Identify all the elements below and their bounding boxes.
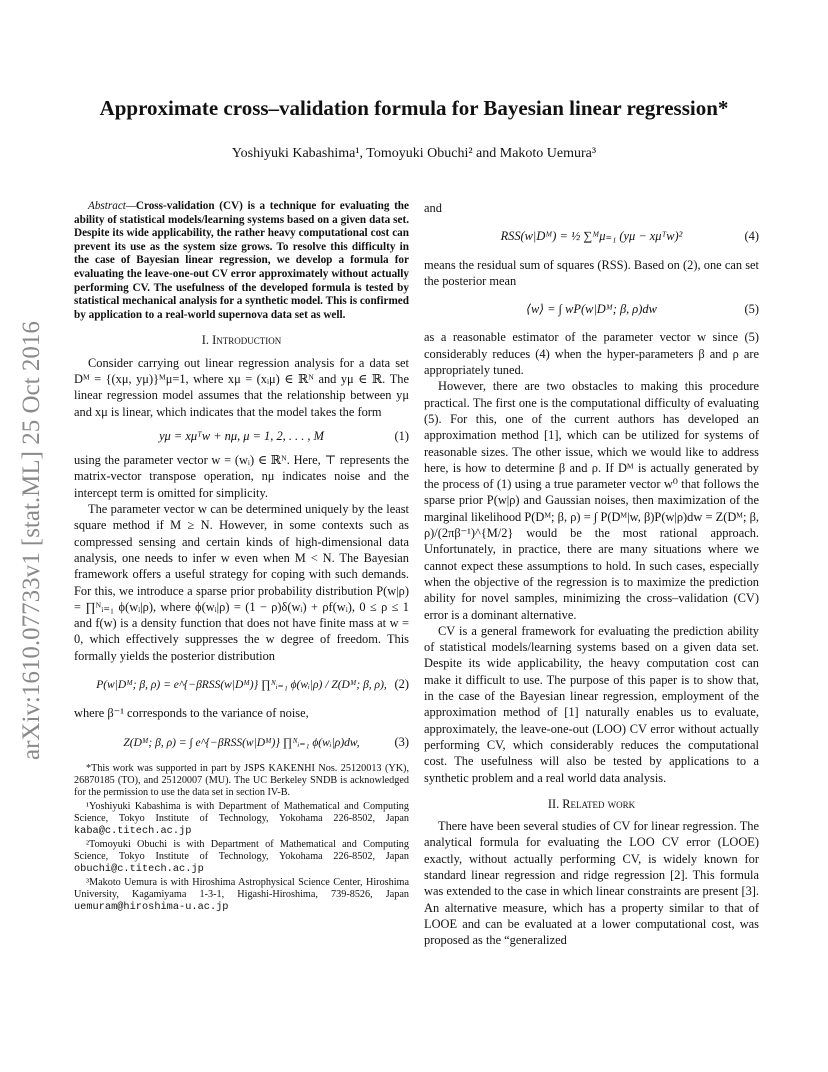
paper-authors: Yoshiyuki Kabashima¹, Tomoyuki Obuchi² and Makoto Uemura³ bbox=[231, 146, 597, 161]
footnote-author-1-text: ¹Yoshiyuki Kabashima is with Department of Mathematical and Computing Science, Tokyo Institute of Technology, Yokohama 226-8502, Japan bbox=[74, 800, 409, 825]
equation-2 bbox=[74, 676, 409, 693]
author-2-email: obuchi@c.titech.ac.jp bbox=[74, 863, 204, 876]
paper-title: Approximate cross–validation formula for Bayesian linear regression* bbox=[99, 96, 729, 120]
intro-paragraph-1: Consider carrying out linear regression analysis for a data set Dᴹ = {(xμ, yμ)}ᴹμ=1, where xμ = (xᵢμ) ∈ ℝᴺ and yμ ∈ ℝ. The linear regression model assumes that the relationship between yμ and xμ is linear, which indicates that the model takes the form bbox=[74, 355, 409, 419]
equation-3-number: (3) bbox=[394, 734, 409, 749]
right-paragraph-3: However, there are two obstacles to making this procedure practical. The first one is the computational difficulty of evaluating (5). For this, one of the current authors has developed an approximation method [1], which can be utilized for systems of reasonable sizes. The other issue, which we would like to address here, is how to determine β and ρ. If Dᴹ is actually generated by the process of (1) using a true parameter vector w⁰ that follows the sparse prior P(w|ρ) and Gaussian noises, then maximization of the marginal likelihood P(Dᴹ; β, ρ) = ∫ P(Dᴹ|w, β)P(w|ρ)dw = Z(Dᴹ; β, ρ)/(2πβ⁻¹)^{M/2} would be the most rational approach. Unfortunately, in practice, there are many situations where we cannot expect these assumptions to hold. In such cases, especially when the objective of the regression is to maximize the prediction ability for novel samples, minimizing the cross–validation (CV) error is a dominant alternative. bbox=[424, 379, 759, 622]
footnote-author-2-text: ²Tomoyuki Obuchi is with Department of Mathematical and Computing Science, Tokyo Institute of Technology, Yokohama 226-8502, Japan bbox=[74, 838, 409, 862]
equation-3 bbox=[74, 734, 409, 751]
abstract-label: Abstract— bbox=[88, 200, 136, 212]
right-paragraph-4: CV is a general framework for evaluating the prediction ability of statistical models/learning systems based on a given data set. Despite its wide applicability, the heavy computation cost can make it difficult to use. The purpose of this paper is to show that, in the case of the Bayesian linear regression, employment of the approximation method of [1] naturally enables us to evaluate, approximately, the leave-one-out (LOO) CV error without actually performing CV, which considerably reduces the computational cost. The usefulness will also be tested by applications to a synthetic problem and a real world data analysis. bbox=[424, 623, 759, 785]
section-heading-related-work: II. Related work bbox=[547, 796, 636, 811]
equation-1 bbox=[74, 428, 409, 444]
equation-4 bbox=[424, 228, 759, 244]
author-3-email: uemuram@hiroshima-u.ac.jp bbox=[74, 901, 229, 914]
right-column bbox=[424, 200, 759, 948]
intro-paragraph-3: The parameter vector w can be determined uniquely by the least square method if M ≥ N. However, in some contexts such as compressed sensing and certain kinds of high-dimensional data analysis, one needs to infer w even when M < N. The Bayesian framework offers a useful strategy for coping with such demands. For this, we introduce a sparse prior probability distribution P(w|ρ) = ∏ᴺᵢ₌₁ ϕ(wᵢ|ρ), where ϕ(wᵢ|ρ) = (1 − ρ)δ(wᵢ) + ρf(wᵢ), 0 ≤ ρ ≤ 1 and f(w) is a density function that does not have finite mass at w = 0, which effectively suppresses the w degree of freedom. This formally yields the posterior distribution bbox=[74, 502, 409, 663]
equation-4-body: RSS(w|Dᴹ) = ½ ∑ᴹμ₌₁ (yμ − xμᵀw)² bbox=[500, 229, 683, 244]
equation-5 bbox=[424, 301, 759, 317]
intro-paragraph-2: using the parameter vector w = (wᵢ) ∈ ℝᴺ. Here, ⊤ represents the matrix-vector transpose operation, nμ indicates noise and the intercept term is omitted for simplicity. bbox=[74, 453, 409, 500]
footnote-author-3 bbox=[74, 877, 409, 914]
footnote-author-3-text: ³Makoto Uemura is with Hiroshima Astrophysical Science Center, Hiroshima University, Kagamiyama 1-3-1, Higashi-Hiroshima, 739-8526, Japan bbox=[74, 876, 409, 900]
equation-1-body: yμ = xμᵀw + nμ, μ = 1, 2, . . . , M bbox=[159, 428, 324, 443]
right-paragraph-1: means the residual sum of squares (RSS). Based on (2), one can set the posterior mean bbox=[424, 257, 759, 288]
equation-4-number: (4) bbox=[744, 229, 759, 244]
arxiv-identifier: arXiv:1610.07733v1 [stat.ML] 25 Oct 2016 bbox=[18, 321, 45, 760]
equation-3-body: Z(Dᴹ; β, ρ) = ∫ e^{−βRSS(w|Dᴹ)} ∏ᴺᵢ₌₁ ϕ(wᵢ|ρ)dw, bbox=[123, 736, 360, 749]
footnote-author-1 bbox=[74, 801, 409, 838]
author-1-email: kaba@c.titech.ac.jp bbox=[74, 825, 192, 838]
right-paragraph-2: as a reasonable estimator of the parameter vector w since (5) considerably reduces (4) when the hyper-parameters β and ρ are appropriately tuned. bbox=[424, 330, 759, 378]
abstract bbox=[74, 200, 409, 322]
right-and: and bbox=[424, 201, 442, 215]
right-paragraph-5: There have been several studies of CV for linear regression. The analytical formula for evaluating the LOO CV error (LOOE) exactly, without actually performing CV, is widely known for standard linear regression and ridge regression [2]. This formula was extended to the case in which linear constraints are present [3]. An alternative measure, which has a property similar to that of LOOE and can be evaluated at a lower computational cost, was proposed as the “generalized bbox=[424, 819, 759, 948]
equation-2-number: (2) bbox=[394, 676, 409, 691]
equation-5-body: ⟨w⟩ = ∫ wP(w|Dᴹ; β, ρ)dw bbox=[526, 302, 657, 317]
arxiv-sidebar bbox=[18, 240, 48, 760]
footnote-author-2 bbox=[74, 839, 409, 876]
intro-paragraph-4: where β⁻¹ corresponds to the variance of noise, bbox=[74, 706, 309, 721]
left-column bbox=[74, 200, 409, 914]
equation-2-body: P(w|Dᴹ; β, ρ) = e^{−βRSS(w|Dᴹ)} ∏ᴺᵢ₌₁ ϕ(wᵢ|ρ) / Z(Dᴹ; β, ρ), bbox=[96, 678, 387, 691]
footnotes bbox=[74, 763, 409, 914]
equation-5-number: (5) bbox=[744, 302, 759, 317]
section-heading-introduction: I. Introduction bbox=[201, 333, 282, 348]
footnote-funding: *This work was supported in part by JSPS KAKENHI Nos. 25120013 (YK), 26870185 (TO), and 25120007 (MU). The UC Berkeley SNDB is acknowledged for the permission to use the data set in section IV-B. bbox=[74, 762, 409, 799]
abstract-text: Cross-validation (CV) is a technique for evaluating the ability of statistical models/learning systems based on a given data set. Despite its wide applicability, the rather heavy computational cost can prevent its use as the system size grows. To resolve this difficulty in the case of Bayesian linear regression, we develop a formula for evaluating the leave-one-out CV error approximately without actually performing CV. The usefulness of the developed formula is tested by statistical mechanical analysis for a synthetic model. This is confirmed by application to a real-world supernova data set as well. bbox=[74, 200, 409, 321]
equation-1-number: (1) bbox=[394, 428, 409, 443]
